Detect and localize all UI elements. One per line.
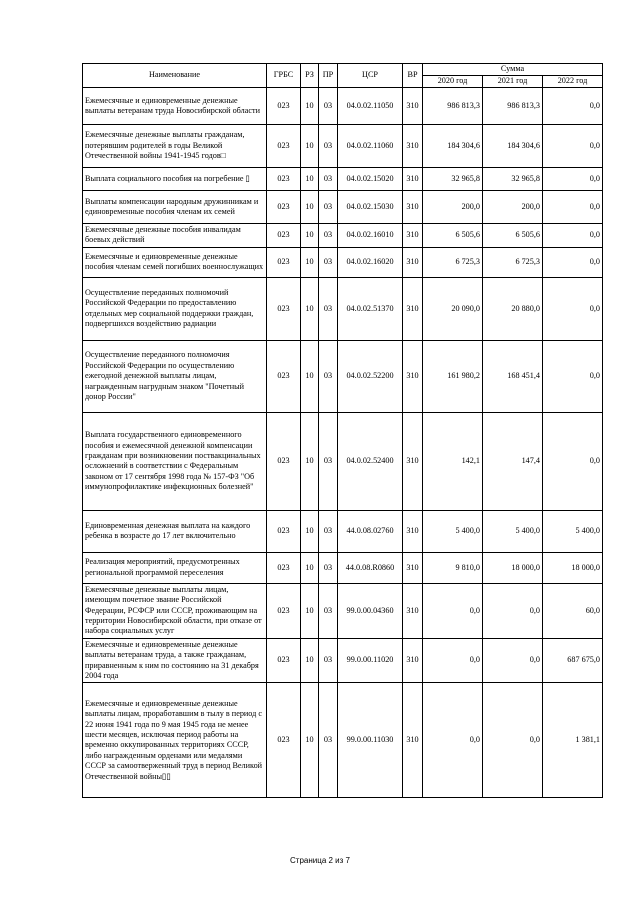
row-pr: 03 [319, 340, 338, 412]
row-sum-2020: 142,1 [423, 412, 483, 510]
row-pr: 03 [319, 510, 338, 552]
row-rz: 10 [301, 125, 319, 168]
row-csr: 04.0.02.52400 [338, 412, 403, 510]
row-rz: 10 [301, 552, 319, 583]
row-name: Выплата государственного единовременного пособия и ежемесячной денежной компенсации гражданам при возникновении поствакцинальных осложнений в соответствии с Федеральным законом от 17 сентября 1998 года № 157-ФЗ "Об иммунопрофилактике инфекционных болезней" [83, 412, 267, 510]
row-rz: 10 [301, 277, 319, 340]
table-row [83, 168, 603, 191]
row-sum-2021: 0,0 [483, 583, 543, 638]
row-sum-2020: 20 090,0 [423, 277, 483, 340]
row-sum-2021: 200,0 [483, 191, 543, 224]
row-name: Единовременная денежная выплата на каждого ребенка в возрасте до 17 лет включительно [83, 510, 267, 552]
row-grbs: 023 [267, 224, 301, 248]
row-sum-2022: 5 400,0 [543, 510, 603, 552]
header-sum: Сумма [423, 64, 603, 76]
table-row [83, 552, 603, 583]
row-sum-2020: 6 725,3 [423, 247, 483, 277]
row-pr: 03 [319, 191, 338, 224]
row-pr: 03 [319, 412, 338, 510]
row-rz: 10 [301, 412, 319, 510]
row-csr: 04.0.02.11060 [338, 125, 403, 168]
row-vr: 310 [403, 168, 423, 191]
row-rz: 10 [301, 88, 319, 125]
table-body [83, 88, 603, 798]
row-vr: 310 [403, 638, 423, 683]
row-name: Ежемесячные денежные выплаты лицам, имеющим почетное звание Российской Федерации, РСФСР или СССР, проживающим на территории Новосибирской области, при отказе от набора социальных услуг [83, 583, 267, 638]
row-csr: 04.0.02.16010 [338, 224, 403, 248]
table-row [83, 683, 603, 798]
row-vr: 310 [403, 191, 423, 224]
row-sum-2022: 0,0 [543, 340, 603, 412]
row-sum-2022: 0,0 [543, 412, 603, 510]
row-csr: 44.0.08.R0860 [338, 552, 403, 583]
row-name: Ежемесячные денежные выплаты гражданам, потерявшим родителей в годы Великой Отечественной войны 1941-1945 годов□ [83, 125, 267, 168]
row-name: Ежемесячные и единовременные денежные выплаты ветеранам труда Новосибирской области [83, 88, 267, 125]
row-csr: 04.0.02.15020 [338, 168, 403, 191]
row-sum-2021: 6 725,3 [483, 247, 543, 277]
row-pr: 03 [319, 683, 338, 798]
row-sum-2022: 1 381,1 [543, 683, 603, 798]
table-row [83, 583, 603, 638]
row-name: Выплата социального пособия на погребение ▯ [83, 168, 267, 191]
row-rz: 10 [301, 683, 319, 798]
row-pr: 03 [319, 247, 338, 277]
row-vr: 310 [403, 88, 423, 125]
table-row [83, 638, 603, 683]
table-row [83, 510, 603, 552]
row-name: Ежемесячные и единовременные денежные пособия членам семей погибших военнослужащих [83, 247, 267, 277]
row-name: Реализация мероприятий, предусмотренных региональной программой переселения [83, 552, 267, 583]
row-grbs: 023 [267, 277, 301, 340]
row-vr: 310 [403, 277, 423, 340]
row-csr: 99.0.00.11020 [338, 638, 403, 683]
row-sum-2022: 18 000,0 [543, 552, 603, 583]
row-name: Ежемесячные денежные пособия инвалидам боевых действий [83, 224, 267, 248]
row-vr: 310 [403, 583, 423, 638]
table-row [83, 125, 603, 168]
row-csr: 04.0.02.15030 [338, 191, 403, 224]
row-grbs: 023 [267, 168, 301, 191]
header-year-2020: 2020 год [423, 76, 483, 88]
row-sum-2021: 6 505,6 [483, 224, 543, 248]
row-pr: 03 [319, 638, 338, 683]
row-sum-2021: 20 880,0 [483, 277, 543, 340]
row-sum-2022: 0,0 [543, 224, 603, 248]
header-year-2021: 2021 год [483, 76, 543, 88]
row-rz: 10 [301, 583, 319, 638]
row-rz: 10 [301, 638, 319, 683]
row-vr: 310 [403, 510, 423, 552]
row-sum-2021: 0,0 [483, 683, 543, 798]
row-sum-2022: 0,0 [543, 168, 603, 191]
row-rz: 10 [301, 191, 319, 224]
document-page [82, 63, 602, 798]
row-sum-2020: 200,0 [423, 191, 483, 224]
row-grbs: 023 [267, 683, 301, 798]
row-grbs: 023 [267, 191, 301, 224]
row-sum-2020: 0,0 [423, 683, 483, 798]
row-csr: 99.0.00.11030 [338, 683, 403, 798]
table-row [83, 340, 603, 412]
table-row [83, 247, 603, 277]
row-pr: 03 [319, 168, 338, 191]
row-csr: 04.0.02.16020 [338, 247, 403, 277]
row-vr: 310 [403, 340, 423, 412]
row-sum-2022: 0,0 [543, 88, 603, 125]
row-pr: 03 [319, 552, 338, 583]
row-name: Выплаты компенсации народным дружинникам и единовременные пособия членам их семей [83, 191, 267, 224]
row-grbs: 023 [267, 510, 301, 552]
row-csr: 99.0.00.04360 [338, 583, 403, 638]
row-rz: 10 [301, 168, 319, 191]
header-year-2022: 2022 год [543, 76, 603, 88]
row-pr: 03 [319, 277, 338, 340]
row-rz: 10 [301, 340, 319, 412]
row-sum-2021: 147,4 [483, 412, 543, 510]
row-vr: 310 [403, 125, 423, 168]
row-sum-2022: 0,0 [543, 277, 603, 340]
row-sum-2022: 0,0 [543, 191, 603, 224]
table-row [83, 191, 603, 224]
row-sum-2020: 986 813,3 [423, 88, 483, 125]
header-vr: ВР [403, 64, 423, 88]
row-sum-2021: 168 451,4 [483, 340, 543, 412]
row-sum-2021: 184 304,6 [483, 125, 543, 168]
row-name: Осуществление переданного полномочия Российской Федерации по осуществлению ежегодной денежной выплаты лицам, награжденным нагрудным знаком "Почетный донор России" [83, 340, 267, 412]
row-name: Ежемесячные и единовременные денежные выплаты лицам, проработавшим в тылу в период с 22 июня 1941 года по 9 мая 1945 года не менее шести месяцев, исключая период работы на временно оккупированных территориях СССР, либо награжденным орденами или медалями СССР за самоотверженный труд в период Великой Отечественной войны▯▯ [83, 683, 267, 798]
row-sum-2020: 184 304,6 [423, 125, 483, 168]
row-vr: 310 [403, 683, 423, 798]
row-sum-2022: 60,0 [543, 583, 603, 638]
row-sum-2021: 986 813,3 [483, 88, 543, 125]
row-sum-2022: 0,0 [543, 125, 603, 168]
row-sum-2020: 6 505,6 [423, 224, 483, 248]
row-grbs: 023 [267, 552, 301, 583]
row-grbs: 023 [267, 125, 301, 168]
budget-table [82, 63, 603, 798]
table-row [83, 224, 603, 248]
row-vr: 310 [403, 552, 423, 583]
row-csr: 04.0.02.51370 [338, 277, 403, 340]
table-row [83, 412, 603, 510]
row-sum-2021: 5 400,0 [483, 510, 543, 552]
row-sum-2021: 32 965,8 [483, 168, 543, 191]
header-grbs: ГРБС [267, 64, 301, 88]
row-pr: 03 [319, 224, 338, 248]
row-sum-2022: 0,0 [543, 247, 603, 277]
row-grbs: 023 [267, 247, 301, 277]
row-grbs: 023 [267, 340, 301, 412]
header-rz: РЗ [301, 64, 319, 88]
row-csr: 04.0.02.11050 [338, 88, 403, 125]
row-vr: 310 [403, 224, 423, 248]
row-vr: 310 [403, 247, 423, 277]
row-sum-2020: 32 965,8 [423, 168, 483, 191]
row-pr: 03 [319, 88, 338, 125]
header-name: Наименование [83, 64, 267, 88]
row-name: Осуществление переданных полномочий Российской Федерации по предоставлению отдельных мер социальной поддержки граждан, подвергшихся воздействию радиации [83, 277, 267, 340]
row-grbs: 023 [267, 412, 301, 510]
header-csr: ЦСР [338, 64, 403, 88]
row-sum-2020: 5 400,0 [423, 510, 483, 552]
row-sum-2021: 18 000,0 [483, 552, 543, 583]
row-sum-2020: 0,0 [423, 638, 483, 683]
row-rz: 10 [301, 224, 319, 248]
row-rz: 10 [301, 510, 319, 552]
row-pr: 03 [319, 125, 338, 168]
row-sum-2020: 9 810,0 [423, 552, 483, 583]
row-grbs: 023 [267, 638, 301, 683]
page-number: Страница 2 из 7 [290, 856, 350, 865]
header-pr: ПР [319, 64, 338, 88]
row-name: Ежемесячные и единовременные денежные выплаты ветеранам труда, а также гражданам, приравненным к ним по состоянию на 31 декабря 2004 года [83, 638, 267, 683]
row-sum-2021: 0,0 [483, 638, 543, 683]
row-grbs: 023 [267, 583, 301, 638]
row-pr: 03 [319, 583, 338, 638]
row-rz: 10 [301, 247, 319, 277]
row-sum-2022: 687 675,0 [543, 638, 603, 683]
row-grbs: 023 [267, 88, 301, 125]
row-sum-2020: 161 980,2 [423, 340, 483, 412]
row-csr: 44.0.08.02760 [338, 510, 403, 552]
row-sum-2020: 0,0 [423, 583, 483, 638]
row-csr: 04.0.02.52200 [338, 340, 403, 412]
row-vr: 310 [403, 412, 423, 510]
table-row [83, 88, 603, 125]
table-row [83, 277, 603, 340]
